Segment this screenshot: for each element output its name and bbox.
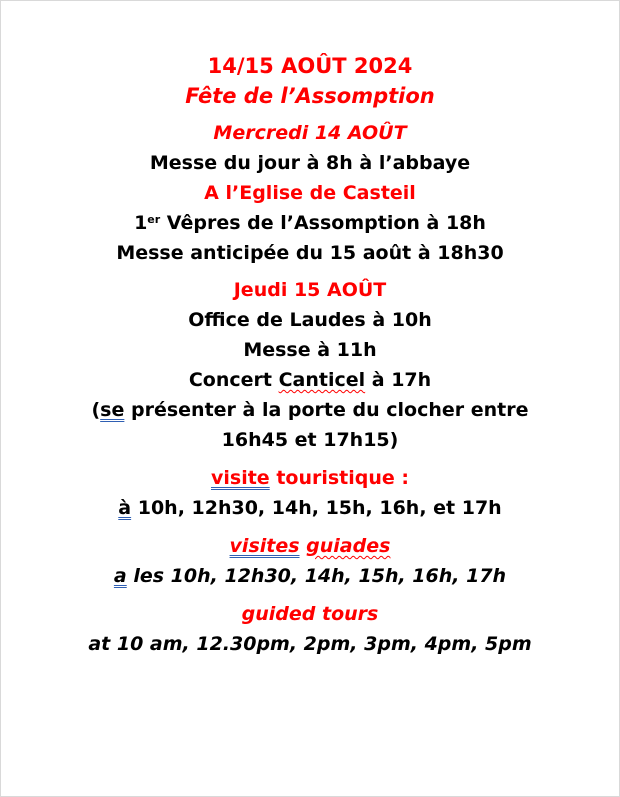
tour-fr-title-rest: touristique : — [269, 467, 409, 489]
tour-fr-times — [1, 493, 619, 523]
spacer — [1, 268, 619, 275]
thursday-mass: Messe à 11h — [243, 339, 377, 361]
wednesday-vespers — [1, 208, 619, 238]
wednesday-title: Mercredi 14 AOÛT — [213, 122, 407, 144]
vespers-superscript: er — [147, 213, 161, 226]
tour-es-title-word1: visites — [229, 535, 300, 557]
thursday-lauds: Office de Laudes à 10h — [188, 309, 432, 331]
note-rest: présenter à la porte du clocher entre — [124, 399, 529, 421]
spacer — [1, 455, 619, 463]
wednesday-church: A l’Eglise de Casteil — [204, 182, 416, 204]
note-open: ( — [91, 399, 101, 421]
spacer — [1, 591, 619, 599]
tour-en-title: guided tours — [241, 603, 379, 625]
tour-fr-title — [1, 463, 619, 493]
tour-fr-times-prefix: à — [118, 497, 132, 519]
vespers-number: 1 — [134, 212, 148, 234]
tour-fr-times-rest: 10h, 12h30, 14h, 15h, 16h, et 17h — [131, 497, 502, 519]
document-body — [1, 51, 619, 659]
spacer — [1, 523, 619, 531]
thursday-concert — [1, 365, 619, 395]
wednesday-anticipated-mass: Messe anticipée du 15 août à 18h30 — [116, 242, 504, 264]
thursday-title: Jeudi 15 AOÛT — [233, 279, 387, 301]
event-date: 14/15 AOÛT 2024 — [207, 54, 413, 78]
concert-name: Canticel — [278, 369, 366, 391]
tour-fr-title-word: visite — [211, 467, 270, 489]
thursday-note-line2: 16h45 et 17h15) — [221, 429, 399, 451]
tour-es-times — [1, 561, 619, 591]
wednesday-mass-abbey: Messe du jour à 8h à l’abbaye — [149, 152, 471, 174]
tour-es-times-rest: les 10h, 12h30, 14h, 15h, 16h, 17h — [126, 565, 507, 587]
tour-es-title-word2: guiades — [306, 535, 391, 557]
feast-title: Fête de l’Assomption — [185, 84, 435, 108]
note-se: se — [100, 399, 125, 421]
vespers-text: Vêpres de l’Assomption à 18h — [160, 212, 486, 234]
concert-prefix: Concert — [188, 369, 279, 391]
tour-es-times-prefix: a — [113, 565, 127, 587]
spacer — [1, 111, 619, 118]
concert-suffix: à 17h — [365, 369, 432, 391]
thursday-note-line1 — [1, 395, 619, 425]
tour-es-title — [1, 531, 619, 561]
tour-en-times: at 10 am, 12.30pm, 2pm, 3pm, 4pm, 5pm — [88, 633, 532, 655]
